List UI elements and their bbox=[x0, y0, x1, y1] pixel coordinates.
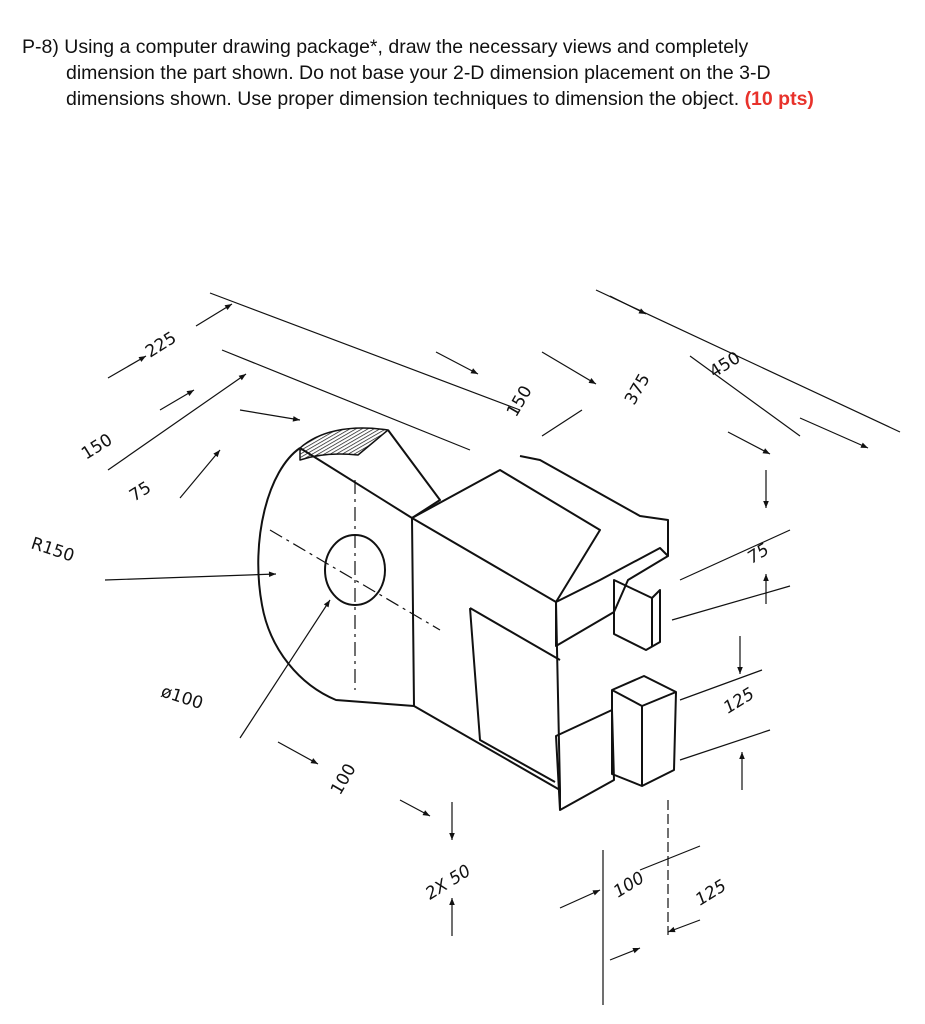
dim-diameter-100: ø100 bbox=[158, 681, 206, 714]
points-badge: (10 pts) bbox=[744, 88, 814, 110]
problem-label: P-8) bbox=[22, 36, 59, 58]
boss-top-edge bbox=[388, 430, 440, 518]
upper-tab bbox=[614, 580, 660, 650]
part-outline bbox=[258, 428, 676, 810]
problem-line-1-text: Using a computer drawing package*, draw the necessary views and completely bbox=[64, 36, 749, 58]
dim-150-top: 150 bbox=[78, 430, 117, 465]
dim-450: 450 bbox=[706, 348, 745, 383]
boss-top-line bbox=[300, 448, 412, 518]
lower-arm bbox=[556, 710, 614, 810]
dim-75-left: 75 bbox=[126, 477, 156, 507]
dim-125-lower: 125 bbox=[692, 876, 731, 911]
lower-tab-edge bbox=[612, 690, 676, 786]
center-lines bbox=[270, 480, 668, 1005]
dim-75-right: 75 bbox=[744, 539, 774, 569]
front-face bbox=[412, 518, 560, 790]
lower-tab bbox=[612, 676, 676, 786]
dim-225: 225 bbox=[142, 328, 181, 363]
problem-line-2: dimension the part shown. Do not base your 2-D dimension placement on the 3-D bbox=[66, 62, 771, 84]
dim-100-bottom: 100 bbox=[327, 760, 361, 799]
c-opening bbox=[470, 608, 560, 782]
dim-r150: R150 bbox=[28, 533, 77, 567]
dim-2x50: 2X 50 bbox=[422, 861, 475, 905]
boss-profile bbox=[258, 448, 414, 706]
dim-150-mid: 150 bbox=[503, 382, 537, 421]
problem-line-3-text: dimensions shown. Use proper dimension techniques to dimension the object. bbox=[66, 88, 740, 110]
front-top bbox=[412, 470, 600, 602]
dimension-texts bbox=[28, 328, 773, 910]
dimension-lines bbox=[105, 290, 900, 960]
dim-125-right: 125 bbox=[720, 684, 759, 719]
dim-375: 375 bbox=[621, 370, 655, 409]
dim-100-lower: 100 bbox=[610, 868, 649, 903]
